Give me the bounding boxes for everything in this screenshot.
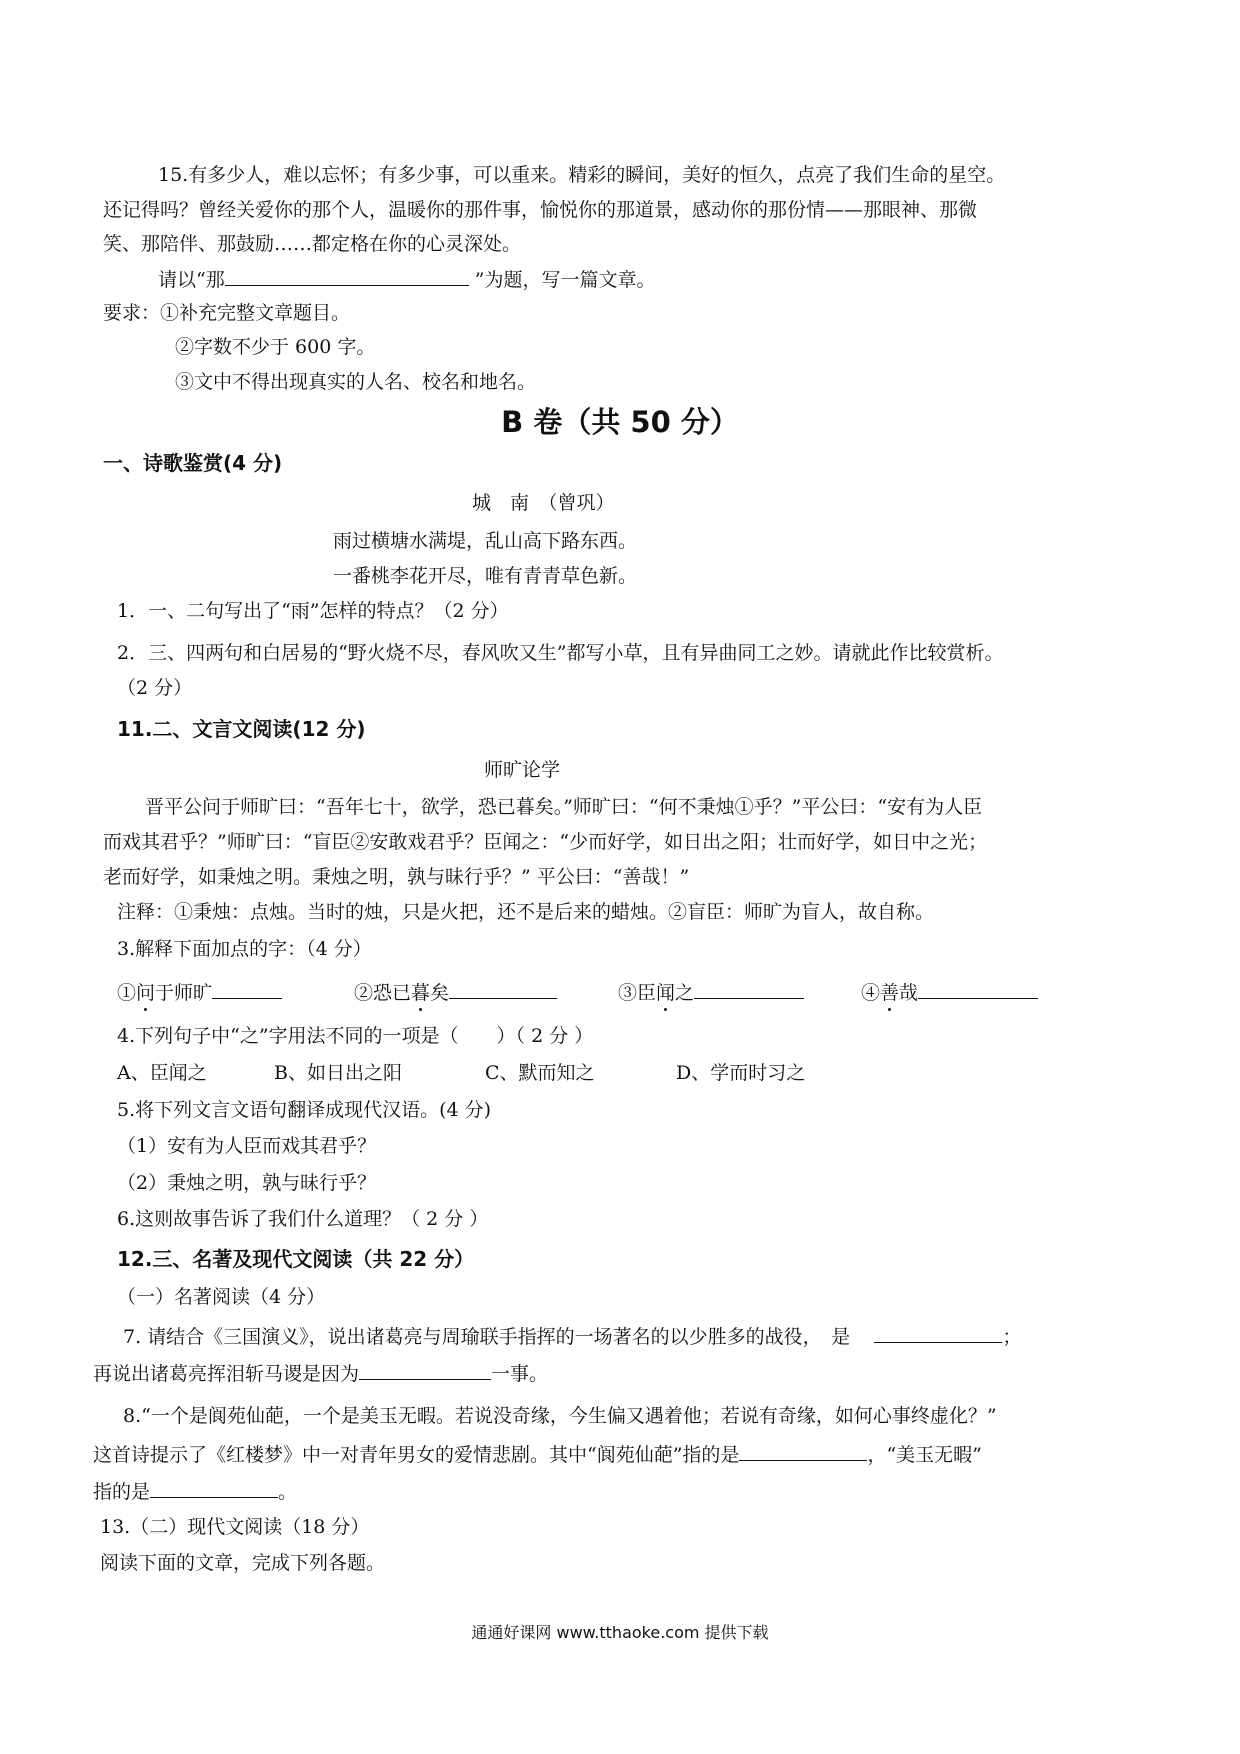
q4-option-b[interactable]: B、如日出之阳 <box>274 1062 402 1084</box>
poetry-q2-line2: （2 分） <box>117 677 193 699</box>
classical-text-title: 师旷论学 <box>484 759 561 781</box>
classical-note: 注释：①秉烛：点烛。当时的烛，只是火把，还不是后来的蜡烛。②盲臣：师旷为盲人，故自称。 <box>117 901 935 923</box>
q7-text-b: ； <box>1002 1326 1022 1348</box>
q7-text-a: 7. 请结合《三国演义》，说出诸葛亮与周瑜联手指挥的一场著名的以少胜多的战役， 是 <box>123 1326 851 1348</box>
q7-line2 <box>93 1359 548 1387</box>
modern-sub1: （一）名著阅读（4 分） <box>117 1286 326 1308</box>
q8-blank-2[interactable] <box>150 1477 278 1498</box>
poetry-heading: 一、诗歌鉴赏(4 分) <box>103 451 283 475</box>
classical-heading: 11.二、文言文阅读(12 分) <box>117 717 366 741</box>
q8-text-c2: 。 <box>278 1481 298 1503</box>
q7-text-c: 再说出诸葛亮挥泪斩马谡是因为 <box>93 1363 360 1385</box>
q4-option-a[interactable]: A、臣闻之 <box>117 1062 207 1084</box>
classical-q5-2: （2）秉烛之明，孰与昧行乎？ <box>117 1172 377 1194</box>
q15-prompt-after: ”为题，写一篇文章。 <box>474 269 656 291</box>
section-b-title: B 卷（共 50 分） <box>501 405 739 439</box>
q3-item-1-dot: 问 <box>136 982 156 1004</box>
q8-blank-1[interactable] <box>739 1440 867 1461</box>
footer-download-note: 通通好课网 www.tthaoke.com 提供下载 <box>471 1623 769 1642</box>
q3-item-2-pre: ②恐已 <box>354 982 412 1004</box>
req-label: 要求： <box>103 302 161 324</box>
poetry-q1: 1．一、二句写出了“雨”怎样的特点？（2 分） <box>117 600 509 622</box>
q3-item-4-post: 哉 <box>899 982 919 1004</box>
q8-text-c: 指的是 <box>93 1481 151 1503</box>
q15-prompt <box>158 265 655 293</box>
classical-q4: 4.下列句子中“之”字用法不同的一项是（ ）（ 2 分 ） <box>117 1025 594 1047</box>
q3-answer-blank-4[interactable] <box>918 978 1038 999</box>
q3-item-2-dot: 暮 <box>411 982 431 1004</box>
req-1: ①补充完整文章题目。 <box>160 302 351 324</box>
modern-heading: 12.三、名著及现代文阅读（共 22 分） <box>117 1247 475 1271</box>
q3-item-3-post: 之 <box>675 982 695 1004</box>
q3-item-3 <box>618 978 804 1006</box>
q3-item-1-pre: ① <box>117 982 137 1004</box>
q7-reason-blank[interactable] <box>359 1359 491 1380</box>
modern-instruction: 阅读下面的文章，完成下列各题。 <box>100 1552 386 1574</box>
q8-line3 <box>93 1477 297 1505</box>
q15-line2: 还记得吗？曾经关爱你的那个人，温暖你的那件事，愉悦你的那道景，感动你的那份情——那眼神、那微 <box>103 199 978 221</box>
q3-item-4 <box>861 978 1038 1006</box>
poem-verse-2: 一番桃李花开尽，唯有青青草色新。 <box>333 565 638 587</box>
title-blank[interactable] <box>225 265 469 286</box>
q4-option-c[interactable]: C、默而知之 <box>485 1062 595 1084</box>
q3-item-2-post: 矣 <box>430 982 450 1004</box>
q3-item-3-pre: ③臣 <box>618 982 657 1004</box>
classical-q6: 6.这则故事告诉了我们什么道理？（ 2 分 ） <box>117 1208 489 1230</box>
q3-item-3-dot: 闻 <box>656 982 676 1004</box>
q3-item-1-post: 于师旷 <box>155 982 213 1004</box>
q3-item-4-pre: ④ <box>861 982 881 1004</box>
req-3: ③文中不得出现真实的人名、校名和地名。 <box>175 371 537 393</box>
q8-text-b: 这首诗提示了《红楼梦》中一对青年男女的爱情悲剧。其中“阆苑仙葩”指的是 <box>93 1444 740 1466</box>
q8-line2 <box>93 1440 982 1468</box>
q15-line3: 笑、那陪伴、那鼓励……都定格在你的心灵深处。 <box>103 233 522 255</box>
classical-q5-1: （1）安有为人臣而戏其君乎？ <box>117 1135 377 1157</box>
classical-p3: 老而好学，如秉烛之明。秉烛之明，孰与昧行乎？” 平公曰：“善哉！” <box>103 866 690 888</box>
req-2: ②字数不少于 600 字。 <box>175 336 376 358</box>
q3-answer-blank-1[interactable] <box>212 978 282 999</box>
q3-item-2 <box>354 978 557 1006</box>
q8-line1: 8.“一个是阆苑仙葩，一个是美玉无暇。若说没奇缘，今生偏又遇着他；若说有奇缘，如何心事终虚化？” <box>123 1405 997 1427</box>
classical-p2: 而戏其君乎？”师旷曰：“盲臣②安敢戏君乎？臣闻之：“少而好学，如日出之阳；壮而好学，如日中之光； <box>103 831 988 853</box>
classical-p1: 晋平公问于师旷曰：“吾年七十，欲学，恐已暮矣。”师旷曰：“何不秉烛①乎？”平公曰：“安有为人臣 <box>145 796 983 818</box>
poem-title: 城 南 （曾巩） <box>472 492 615 514</box>
q3-answer-blank-2[interactable] <box>449 978 557 999</box>
classical-q3: 3.解释下面加点的字：（4 分） <box>117 938 372 960</box>
q3-item-1 <box>117 978 282 1006</box>
q3-answer-blank-3[interactable] <box>694 978 804 999</box>
q4-options <box>117 1060 1117 1086</box>
q7-text-d: 一事。 <box>491 1363 549 1385</box>
classical-q5: 5.将下列文言文语句翻译成现代汉语。(4 分) <box>117 1099 492 1121</box>
q4-option-d[interactable]: D、学而时习之 <box>676 1062 806 1084</box>
poetry-q2-line1: 2．三、四两句和白居易的“野火烧不尽，春风吹又生”都写小草，且有异曲同工之妙。请就此作比较赏析。 <box>117 642 1004 664</box>
q8-text-b2: ，“美玉无暇” <box>867 1444 982 1466</box>
q7-battle-blank[interactable] <box>874 1322 1002 1343</box>
q15-line1: 15.有多少人，难以忘怀；有多少事，可以重来。精彩的瞬间，美好的恒久，点亮了我们生命的星空。 <box>158 164 1006 186</box>
poem-verse-1: 雨过横塘水满堤，乱山高下路东西。 <box>333 530 638 552</box>
q7-line1 <box>123 1322 1021 1350</box>
q15-prompt-before: 请以“那 <box>158 269 225 291</box>
modern-sub2: 13.（二）现代文阅读（18 分） <box>100 1516 370 1538</box>
q3-item-4-dot: 善 <box>880 982 900 1004</box>
q15-requirements <box>103 300 350 326</box>
